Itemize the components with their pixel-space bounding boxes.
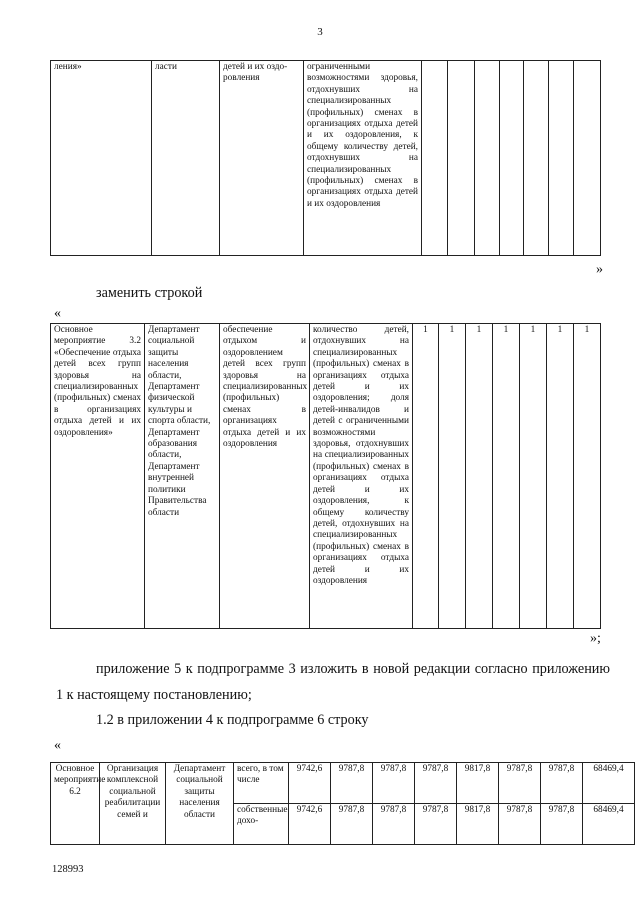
value-cell: 9742,6 — [289, 804, 331, 845]
page-number: 3 — [317, 26, 323, 38]
value-cell: 9787,8 — [415, 763, 457, 804]
value-cell: 9817,8 — [457, 763, 499, 804]
table-cell: ласти — [152, 61, 220, 256]
table-cell — [549, 61, 574, 256]
value-cell: 9787,8 — [499, 763, 541, 804]
table-cell: детей и их оздо-ровления — [220, 61, 304, 256]
value-cell: 9817,8 — [457, 804, 499, 845]
mark-cell: 1 — [466, 324, 493, 629]
value-cell: 9742,6 — [289, 763, 331, 804]
measure-cell: Основное мероприятие 3.2 «Обеспечение отдыха детей всех групп здоровья на специализированных (профильных) сменах в организациях отдыха детей и их оздоровления» — [51, 324, 145, 629]
value-cell: 9787,8 — [331, 804, 373, 845]
opening-quote: « — [54, 306, 61, 321]
table-subprogram-6 — [50, 762, 635, 845]
table-cell — [422, 61, 448, 256]
table-row — [51, 324, 601, 629]
value-cell: 9787,8 — [541, 804, 583, 845]
closing-quote: » — [596, 262, 603, 277]
name-cell: Организация комплексной социальной реабилитации семей и — [100, 763, 166, 845]
value-cell: 9787,8 — [331, 763, 373, 804]
value-cell: 9787,8 — [415, 804, 457, 845]
paragraph-1-2: 1.2 в приложении 4 к подпрограмме 6 строку — [96, 712, 369, 728]
opening-quote: « — [54, 738, 61, 753]
mark-cell: 1 — [574, 324, 601, 629]
mark-cell: 1 — [439, 324, 466, 629]
value-cell: 9787,8 — [499, 804, 541, 845]
value-cell: 68469,4 — [583, 804, 635, 845]
executors-cell: Департамент социальной защиты населения области, Департамент физической культуры и спорта области, Департамент образования области, Департамент внутренней политики Правительства области — [145, 324, 220, 629]
table-cell: ления» — [51, 61, 152, 256]
measure-cell: Основное мероприятие 6.2 — [51, 763, 100, 845]
mark-cell: 1 — [520, 324, 547, 629]
table-cell — [574, 61, 601, 256]
value-cell: 9787,8 — [373, 763, 415, 804]
mark-cell: 1 — [547, 324, 574, 629]
value-cell: 9787,8 — [541, 763, 583, 804]
footer-code: 128993 — [52, 864, 84, 875]
indicator-cell: количество детей, отдохнувших на специализированных (профильных) сменах в организациях отдыха детей и их оздоровления; доля детей-инвалидов и детей с ограниченными возможностями здоровья, отдохнувших на специализированных (профильных) сменах в организациях отдыха детей и их оздоровления, к общему количеству детей, отдохнувших на специализированных (профильных) сменах в организациях отдыха детей и их оздоровления — [310, 324, 413, 629]
table-cell — [475, 61, 500, 256]
executor-cell: Департамент социальной защиты населения области — [166, 763, 234, 845]
goal-cell: обеспечение отдыхом и оздоровлением детей всех групп здоровья на специализированных (профильных) сменах в организациях отдыха детей и их оздоровления — [220, 324, 310, 629]
table-row — [51, 763, 635, 804]
value-cell: 9787,8 — [373, 804, 415, 845]
mark-cell: 1 — [493, 324, 520, 629]
row-label: собственные дохо- — [234, 804, 289, 845]
closing-quote: »; — [590, 631, 601, 646]
table-cell — [500, 61, 524, 256]
table-cell: ограниченными возможностями здоровья, отдохнувших на специализированных (профильных) сменах в организациях отдыха детей и их оздоровления, к общему количеству детей, отдохнувших на специализированных (профильных) сменах в организациях отдыха детей и их оздоровления — [304, 61, 422, 256]
table-old-row-fragment — [50, 60, 601, 256]
table-cell — [448, 61, 475, 256]
table-cell — [524, 61, 549, 256]
replace-instruction: заменить строкой — [96, 285, 203, 301]
table-row — [51, 61, 601, 256]
paragraph-appendix-5: приложение 5 к подпрограмме 3 изложить в новой редакции согласно приложению 1 к настоящему постановлению; — [56, 661, 610, 703]
mark-cell: 1 — [413, 324, 439, 629]
row-label: всего, в том числе — [234, 763, 289, 804]
table-new-row — [50, 323, 601, 629]
value-cell: 68469,4 — [583, 763, 635, 804]
